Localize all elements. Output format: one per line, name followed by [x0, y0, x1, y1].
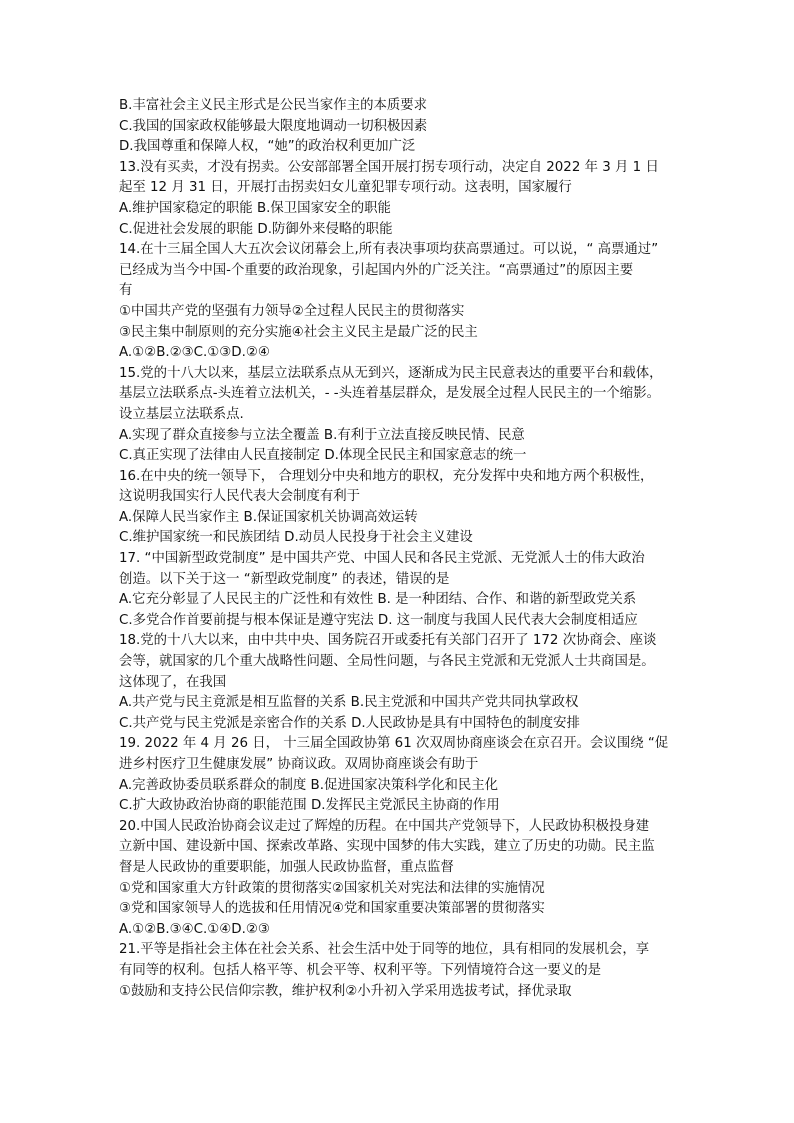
- text-line: A.维护国家稳定的职能 B.保卫国家安全的职能: [119, 200, 391, 216]
- text-line: 15.党的十八大以来，基层立法联系点从无到兴，逐渐成为民主民意表达的重要平台和载体，: [119, 365, 663, 381]
- text-line: A.共产党与民主竟派是相互监督的关系 B.民主党派和中国共产党共同执掌政权: [119, 695, 579, 711]
- text-line: 21.平等是指社会主体在社会关系、社会生活中处于同等的地位，具有相同的发展机会，享: [119, 942, 650, 958]
- text-line: D.我国尊重和保障人权，“她”的政治权利更加广泛: [119, 139, 416, 155]
- text-line: 这体现了，在我国: [119, 674, 227, 690]
- text-line: 已经成为当今中国-个重要的政治现象，引起国内外的广泛关注。“高票通过”的原因主要: [119, 262, 634, 278]
- text-line: 进乡村医疗卫生健康发展” 协商议政。双周协商座谈会有助于: [119, 757, 479, 772]
- text-line: C.共产党与民主党派是亲密合作的关系 D.人民政协是具有中国特色的制度安排: [119, 715, 580, 731]
- text-line: A.完善政协委员联系群众的制度 B.促进国家决策科学化和民主化: [119, 777, 499, 793]
- text-line: A.它充分彰显了人民民主的广泛性和有效性 B. 是一种团结、合作、和谐的新型政党关系: [119, 592, 637, 608]
- text-line: C.扩大政协政治协商的职能范围 D.发挥民主党派民主协商的作用: [119, 798, 500, 814]
- text-line: 13.没有买卖，才没有拐卖。公安部部署全国开展打拐专项行动，决定自 2022 年 3 月 1 日: [119, 159, 659, 175]
- page-text-body: [119, 96, 679, 1002]
- text-line: 14.在十三届全国人大五次会议闭幕会上,所有表决事项均获高票通过。可以说，“ 高票通过”: [119, 242, 659, 258]
- text-line: C.我国的国家政权能够最大限度地调动一切积极因素: [119, 118, 428, 134]
- text-line: 立新中国、建设新中国、探索改革路、实现中国梦的伟大实践，建立了历史的功勋。民主监: [119, 839, 655, 855]
- text-line: A.保障人民当家作主 B.保证国家机关协调高效运转: [119, 509, 418, 525]
- text-line: ①党和国家重大方针政策的贯彻落实②国家机关对宪法和法律的实施情况: [119, 880, 545, 896]
- text-line: 20.中国人民政治协商会议走过了辉煌的历程。在中国共产党领导下，人民政协积极投身建: [119, 818, 650, 834]
- text-line: 创造。以下关于这一 “新型政党制度” 的表述，错误的是: [119, 571, 450, 587]
- text-line: ③民主集中制原则的充分实施④社会主义民主是最广泛的民主: [119, 324, 478, 340]
- text-line: 设立基层立法联系点.: [119, 406, 244, 422]
- text-line: C.维护国家统一和民族团结 D.动员人民投身于社会主义建设: [119, 530, 473, 546]
- text-line: 这说明我国实行人民代表大会制度有利于: [119, 489, 361, 505]
- text-line: C.真正实现了法律由人民直接制定 D.体现全民民主和国家意志的统一: [119, 448, 527, 464]
- text-line: 督是人民政协的重要职能，加强人民政协监督，重点监督: [119, 859, 454, 875]
- text-line: A.①②B.③④C.①④D.②③: [119, 921, 270, 937]
- text-line: 会等，就国家的几个重大战略性问题、全局性问题，与各民主党派和无党派人士共商国是。: [119, 654, 655, 670]
- text-line: C.多党合作首要前提与根本保证是遵守宪法 D. 这一制度与我国人民代表大会制度相适应: [119, 612, 638, 628]
- text-line: 19. 2022 年 4 月 26 日， 十三届全国政协第 61 次双周协商座谈会在京召开。会议围绕 “促: [119, 736, 669, 752]
- text-line: B.丰富社会主义民主形式是公民当家作主的本质要求: [119, 98, 428, 113]
- text-line: 18.党的十八大以来，由中共中央、国务院召开或委托有关部门召开了 172 次协商会、座谈: [119, 633, 657, 649]
- text-line: ③党和国家领导人的选拔和任用情况④党和国家重要决策部署的贯彻落实: [119, 901, 545, 917]
- text-line: 有: [119, 283, 133, 299]
- text-line: A.实现了群众直接参与立法全覆盖 B.有利于立法直接反映民情、民意: [119, 427, 525, 443]
- text-line: A.①②B.②③C.①③D.②④: [119, 345, 270, 361]
- text-line: ①鼓励和支持公民信仰宗教，维护权利②小升初入学采用选拔考试，择优录取: [119, 983, 572, 999]
- text-line: 基层立法联系点-头连着立法机关，- -头连着基层群众，是发展全过程人民民主的一个缩影。: [119, 386, 660, 402]
- text-line: ①中国共产党的坚强有力领导②全过程人民民主的贯彻落实: [119, 303, 465, 319]
- text-line: 17. “中国新型政党制度” 是中国共产党、中国人民和各民主党派、无党派人士的伟大政治: [119, 551, 645, 567]
- text-line: 起至 12 月 31 日，开展打击拐卖妇女儿童犯罪专项行动。这表明，国家履行: [119, 180, 572, 196]
- text-line: 16.在中央的统一领导下， 合理划分中央和地方的职权，充分发挥中央和地方两个积极性，: [119, 468, 654, 484]
- text-line: 有同等的权利。包括人格平等、机会平等、权利平等。下列情境符合这一要义的是: [119, 962, 602, 978]
- text-line: C.促进社会发展的职能 D.防御外来侵略的职能: [119, 221, 393, 237]
